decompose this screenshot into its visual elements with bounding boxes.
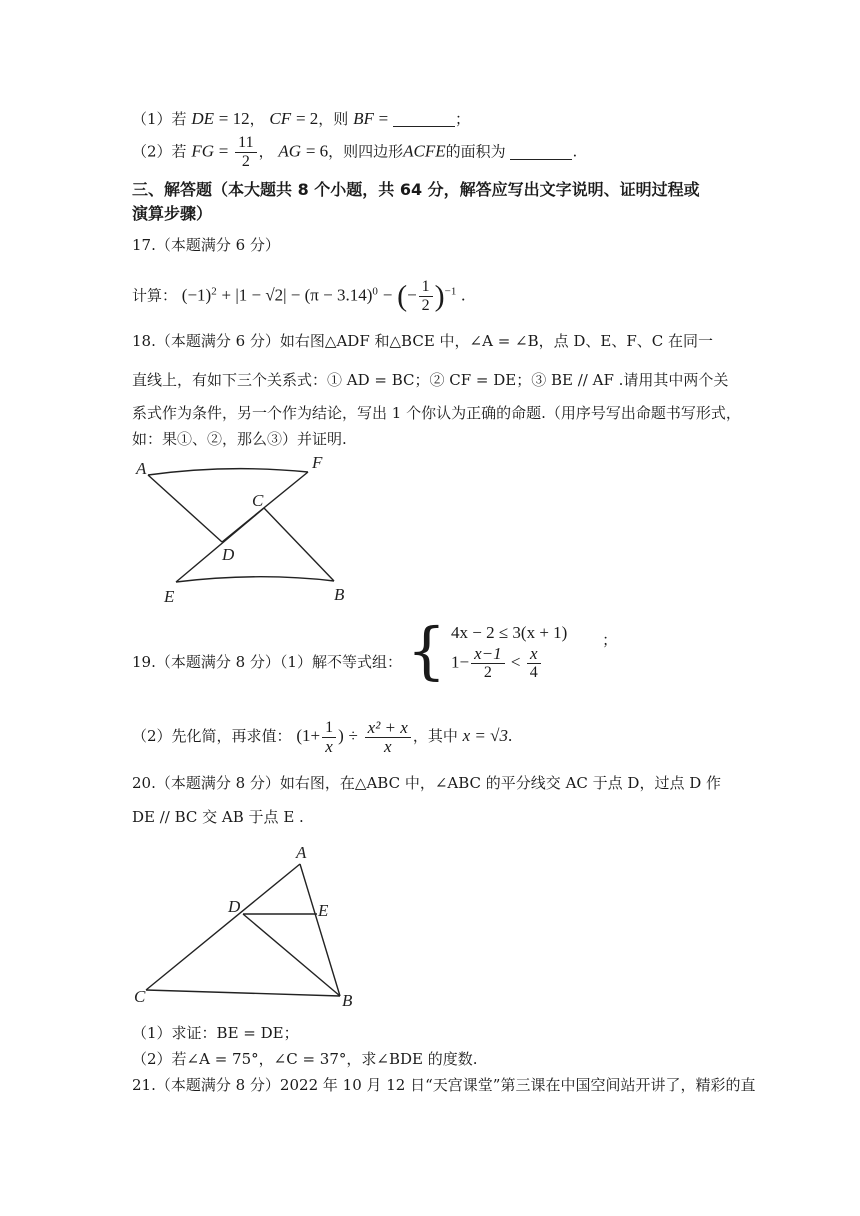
fraction-numerator: x bbox=[527, 645, 541, 664]
q20-line2: DE // BC 交 AB 于点 E . bbox=[132, 808, 304, 826]
q20-label-c: C bbox=[134, 987, 146, 1006]
q18-label-f: F bbox=[312, 453, 323, 472]
q16-p1-eq: = bbox=[378, 109, 389, 128]
q20-sub2: （2）若∠A = 75°，∠C = 37°，求∠BDE 的度数. bbox=[132, 1050, 478, 1068]
answer-blank-2[interactable] bbox=[510, 143, 572, 160]
q16-p2-fg: FG bbox=[191, 141, 214, 161]
q19-ineq2-lt: < bbox=[510, 651, 521, 671]
q19-p2-prefix: （2）先化简，再求值： bbox=[132, 727, 292, 745]
q19-ineq2-frac2 bbox=[527, 645, 541, 682]
fraction-numerator: 1 bbox=[419, 278, 433, 297]
fraction-denominator: 2 bbox=[483, 663, 492, 681]
q16-p1-bf: BF bbox=[353, 109, 374, 128]
q20-label-d: D bbox=[228, 897, 241, 916]
q18-edge-cb bbox=[264, 508, 334, 581]
q16-p1-prefix: （1）若 bbox=[132, 110, 187, 128]
q19-inequality-1: 4x − 2 ≤ 3(x + 1) bbox=[451, 622, 568, 642]
q19-ineq2-a: 1− bbox=[451, 651, 470, 671]
q17-prefix: 计算： bbox=[132, 286, 178, 305]
q18-line4: 如：果①、②，那么③）并证明. bbox=[132, 430, 347, 448]
q18-label-a: A bbox=[136, 459, 147, 478]
q20-edge-cb bbox=[146, 990, 340, 996]
q19-system bbox=[451, 621, 567, 682]
q16-p1-eq12: = 12 bbox=[218, 109, 250, 128]
fraction-numerator: 1 bbox=[322, 719, 336, 738]
q18-label-d: D bbox=[222, 545, 235, 564]
fraction-numerator: 11 bbox=[235, 134, 256, 153]
q18-figure bbox=[128, 450, 358, 610]
q17-term1: (−1) bbox=[181, 285, 212, 305]
q16-p1-eq2: = 2 bbox=[295, 109, 319, 128]
q17-header: 17.（本题满分 6 分） bbox=[132, 236, 280, 254]
q16-p1-end: ； bbox=[455, 110, 471, 128]
q18-line3: 系式作为条件，另一个作为结论，写出 1 个你认为正确的命题.（用序号写出命题书写形式， bbox=[132, 404, 741, 422]
q16-part2 bbox=[132, 134, 577, 171]
q17-exp1: 2 bbox=[211, 285, 217, 298]
q17-term2: + |1 − √2| − (π − 3.14) bbox=[221, 285, 373, 305]
q17-end: . bbox=[461, 285, 466, 305]
q16-p2-acfe: ACFE bbox=[403, 141, 446, 161]
q17-fraction bbox=[419, 278, 433, 315]
q19-p2-close: ) bbox=[338, 726, 344, 745]
q19-p2-frac2 bbox=[365, 719, 411, 756]
q16-p1-sep2: ，则 bbox=[318, 110, 349, 128]
q18-label-e: E bbox=[164, 587, 175, 606]
q16-p2-end-text: 的面积为 bbox=[445, 142, 506, 161]
fraction-denominator: 2 bbox=[241, 153, 250, 170]
q19-p2-frac1 bbox=[322, 719, 336, 756]
q20-label-e: E bbox=[318, 901, 329, 920]
q18-label-c: C bbox=[252, 491, 264, 510]
q21-line1: 21.（本题满分 8 分）2022 年 10 月 12 日“天宫课堂”第三课在中国空间站开讲了，精彩的直 bbox=[132, 1076, 756, 1094]
q18-line1: 18.（本题满分 6 分）如右图△ADF 和△BCE 中，∠A = ∠B，点 D、E、F、C 在同一 bbox=[132, 332, 714, 350]
q20-edge-bd bbox=[243, 914, 340, 996]
q16-p2-eq6: = 6 bbox=[305, 141, 329, 161]
fraction-numerator: x² + x bbox=[365, 719, 411, 738]
q19-inequality-2 bbox=[451, 645, 567, 682]
q18-edge-ad bbox=[148, 475, 222, 542]
q16-p1-cf: CF bbox=[269, 109, 292, 128]
system-brace: { bbox=[406, 614, 447, 687]
section-3-heading bbox=[132, 178, 732, 226]
fraction-denominator: 4 bbox=[529, 663, 538, 681]
q17-exp2: 0 bbox=[372, 285, 378, 298]
fraction-denominator: x bbox=[325, 736, 333, 756]
q17-exp3: −1 bbox=[444, 285, 457, 298]
q19-p2-end: . bbox=[507, 726, 513, 745]
q19-p2-x: x = √3 bbox=[462, 726, 508, 745]
q20-edge-ab bbox=[300, 864, 340, 996]
q19-p2-where: ，其中 bbox=[412, 727, 458, 745]
q16-p2-end: . bbox=[572, 142, 578, 161]
q16-p2-fraction bbox=[235, 134, 256, 171]
fraction-numerator: x−1 bbox=[471, 645, 505, 664]
q17-term3: − bbox=[382, 285, 393, 305]
q16-p2-eq: = bbox=[218, 141, 229, 161]
q18-edge-eb bbox=[176, 577, 334, 582]
q18-edge-af bbox=[148, 469, 308, 475]
q18-label-b: B bbox=[334, 585, 345, 604]
q16-part1 bbox=[132, 108, 470, 130]
answer-blank-1[interactable] bbox=[393, 110, 455, 127]
q18-edge-dc-line bbox=[176, 508, 264, 582]
q16-p1-de: DE bbox=[191, 109, 214, 128]
q16-p2-mid: ，则四边形 bbox=[328, 142, 404, 161]
q19-ineq2-frac1 bbox=[471, 645, 505, 682]
q16-p2-prefix: （2）若 bbox=[132, 142, 187, 161]
section-3-heading-line2: 演算步骤） bbox=[132, 204, 213, 223]
q16-p2-ag: AG bbox=[278, 141, 302, 161]
q20-figure bbox=[128, 840, 368, 1015]
q16-p1-sep1: ， bbox=[249, 110, 265, 128]
q18-edge-fd bbox=[222, 472, 308, 542]
fraction-denominator: x bbox=[383, 736, 392, 756]
q19-part1 bbox=[132, 614, 618, 692]
q20-edge-ac bbox=[146, 864, 300, 990]
section-3-heading-line1: 三、解答题（本大题共 8 个小题，共 64 分，解答应写出文字说明、证明过程或 bbox=[132, 180, 700, 199]
q20-label-b: B bbox=[342, 991, 353, 1010]
q20-sub1: （1）求证：BE = DE； bbox=[132, 1024, 299, 1042]
q19-p2-div: ÷ bbox=[348, 726, 358, 745]
q19-prefix: 19.（本题满分 8 分）（1）解不等式组： bbox=[132, 653, 402, 671]
q19-part2 bbox=[132, 714, 512, 758]
q19-end1: ； bbox=[602, 631, 618, 649]
fraction-denominator: 2 bbox=[421, 297, 430, 314]
q20-line1: 20.（本题满分 8 分）如右图，在△ABC 中，∠ABC 的平分线交 AC 于点 D，过点 D 作 bbox=[132, 774, 722, 792]
q16-p2-sep: ， bbox=[258, 142, 274, 161]
q18-line2: 直线上，有如下三个关系式：① AD = BC；② CF = DE；③ BE // AF .请用其中两个关 bbox=[132, 371, 729, 389]
q20-label-a: A bbox=[296, 843, 307, 862]
q19-p2-open: (1+ bbox=[296, 726, 321, 745]
q17-expression: 计算： $(-1)^2 + |1 - √2| - (\pi - 3.14)^0$ − (− $\frac{1}{2}$ )$^{-1}$ . bbox=[132, 278, 466, 314]
